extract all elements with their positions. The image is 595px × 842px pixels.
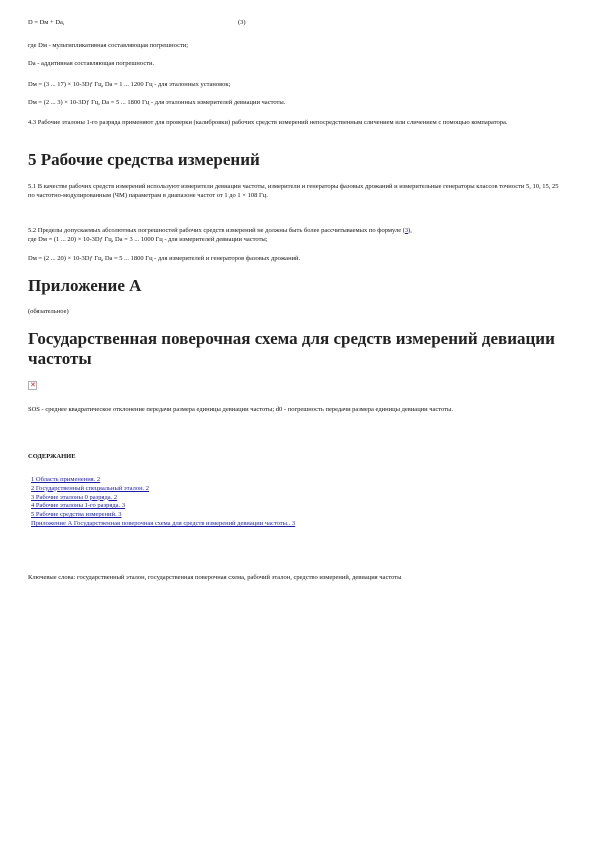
broken-image-icon: ✕ <box>30 381 36 389</box>
additive-line: Dа - аддитивная составляющая погрешности. <box>28 60 155 67</box>
equation-number: (3) <box>238 19 246 26</box>
formula-line-1: Dм = (3 ... 17) × 10-3Dƒ Гц, Dа = 1 ... 1200 Гц - для эталонных установок; <box>28 81 231 88</box>
toc-link-state-standard[interactable]: 2 Государственный специальный эталон. 2 <box>31 484 150 492</box>
keywords-line: Ключевые слова: государственный эталон, государственная поверочная схема, рабочий эталон, средство измерений, девиация частоты <box>28 574 402 581</box>
toc-title: СОДЕРЖАНИЕ <box>28 453 76 460</box>
toc-link-working-standards-0[interactable]: 3 Рабочие эталоны 0 разряда. 2 <box>31 493 118 501</box>
formula-3-link[interactable]: 3 <box>404 227 409 234</box>
paragraph-5-2-suffix: ), <box>408 227 412 234</box>
table-of-contents <box>31 476 295 529</box>
scheme-caption: SОS - среднее квадратическое отклонение передачи размера единицы девиации частоты; d0 - погрешность передачи размера единицы девиации частоты. <box>28 406 454 413</box>
paragraph-5-2-line-3: Dм = (2 ... 20) × 10-3Dƒ Гц, Dа = 5 ... 1800 Гц - для измерителей и генераторов фазовых дрожаний. <box>28 255 301 262</box>
appendix-heading: Приложение А <box>28 276 142 295</box>
toc-link-working-instruments[interactable]: 5 Рабочие средства измерений. 3 <box>31 511 122 519</box>
section-5-heading: 5 Рабочие средства измерений <box>28 150 260 169</box>
formula-line-2: Dм = (2 ... 3) × 10-3Dƒ Гц, Dа = 5 ... 1800 Гц - для эталонных измерителей девиации частоты. <box>28 99 286 106</box>
paragraph-4-3: 4.3 Рабочие эталоны 1-го разряда применяют для проверки (калибровки) рабочих средств измерений непосредственным сличением или сличением с помощью компаратора. <box>28 119 508 126</box>
equation-line <box>28 18 246 27</box>
paragraph-5-1: 5.1 В качестве рабочих средств измерений используют измерители девиации частоты, измерители и генераторы фазовых дрожаний и измерительные генераторы классов точности 5, 10, 15, 25 по частотно-модулированным (ЧМ) параметрам в диапазоне частот от 1 до 1 × 108 Гц. <box>28 183 559 199</box>
appendix-subtitle: (обязательное) <box>28 308 69 315</box>
paragraph-5-2-line-2: где Dм = (1 ... 20) × 10-3Dƒ Гц, Dа = 3 ... 1000 Гц - для измерителей девиации частоты; <box>28 236 268 243</box>
scheme-heading: Государственная поверочная схема для средств измерений девиации частоты <box>28 329 555 368</box>
toc-link-scope[interactable]: 1 Область применения. 2 <box>31 476 101 483</box>
paragraph-5-2 <box>28 226 412 235</box>
toc-link-working-standards-1[interactable]: 4 Рабочие эталоны 1-го разряда. 3 <box>31 502 126 510</box>
paragraph-5-2-prefix: 5.2 Пределы допускаемых абсолютных погрешностей рабочих средств измерений не должны быть более рассчитываемых по формуле ( <box>28 227 405 234</box>
toc-link-appendix-a[interactable]: Приложение А Государственная поверочная схема для средств измерений девиации частоты.. 3 <box>31 519 296 527</box>
where-line: где Dм - мультипликативная составляющая погрешности; <box>28 42 189 49</box>
equation-formula: D = Dм + Dа, <box>28 19 65 26</box>
